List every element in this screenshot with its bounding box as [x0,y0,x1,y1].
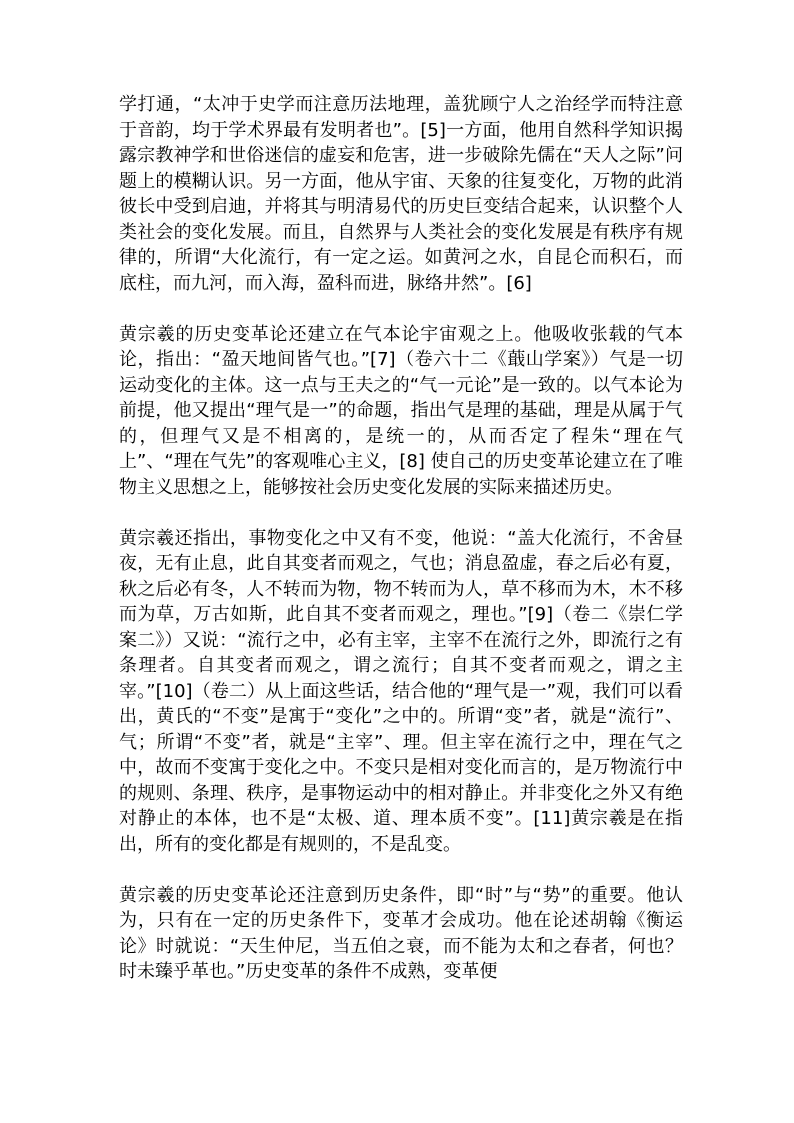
paragraph-4: 黄宗羲的历史变革论还注意到历史条件，即“时”与“势”的重要。他认为，只有在一定的历史条件下，变革才会成功。他在论述胡翰《衡运论》时就说：“天生仲尼，当五伯之衰，而不能为太和之春者，何也？时未臻乎革也。”历史变革的条件不成熟，变革便 [119,884,683,982]
document-body [119,92,683,985]
paragraph-1: 学打通，“太冲于史学而注意历法地理，盖犹顾宁人之治经学而特注意于音韵，均于学术界最有发明者也”。[5]一方面，他用自然科学知识揭露宗教神学和世俗迷信的虚妄和危害，进一步破除先儒在“天人之际”问题上的模糊认识。另一方面，他从宇宙、天象的往复变化，万物的此消彼长中受到启迪，并将其与明清易代的历史巨变结合起来，认识整个人类社会的变化发展。而且，自然界与人类社会的变化发展是有秩序有规律的，所谓“大化流行，有一定之运。如黄河之水，自昆仑而积石，而底柱，而九河，而入海，盈科而进，脉络井然”。[6] [119,94,683,294]
paragraph-3: 黄宗羲还指出，事物变化之中又有不变，他说：“盖大化流行，不舍昼夜，无有止息，此自其变者而观之，气也；消息盈虚，春之后必有夏，秋之后必有冬，人不转而为物，物不转而为人，草不移而为木，木不移而为草，万古如斯，此自其不变者而观之，理也。”[9]（卷二《崇仁学案二》）又说：“流行之中，必有主宰，主宰不在流行之外，即流行之有条理者。自其变者而观之，谓之流行；自其不变者而观之，谓之主宰。”[10]（卷二）从上面这些话，结合他的“理气是一”观，我们可以看出，黄氏的“不变”是寓于“变化”之中的。所谓“变”者，就是“流行”、气；所谓“不变”者，就是“主宰”、理。但主宰在流行之中，理在气之中，故而不变寓于变化之中。不变只是相对变化而言的，是万物流行中的规则、条理、秩序，是事物运动中的相对静止。并非变化之外又有绝对静止的本体，也不是“太极、道、理本质不变”。[11]黄宗羲是在指出，所有的变化都是有规则的，不是乱变。 [119,527,683,855]
paragraph-2: 黄宗羲的历史变革论还建立在气本论宇宙观之上。他吸收张载的气本论，指出：“盈天地间皆气也。”[7]（卷六十二《蕺山学案》）气是一切运动变化的主体。这一点与王夫之的“气一元论”是一致的。以气本论为前提，他又提出“理气是一”的命题，指出气是理的基础，理是从属于气的，但理气又是不相离的，是统一的，从而否定了程朱“理在气上”、“理在气先”的客观唯心主义，[8] 使自己的历史变革论建立在了唯物主义思想之上，能够按社会历史变化发展的实际来描述历史。 [119,323,683,498]
